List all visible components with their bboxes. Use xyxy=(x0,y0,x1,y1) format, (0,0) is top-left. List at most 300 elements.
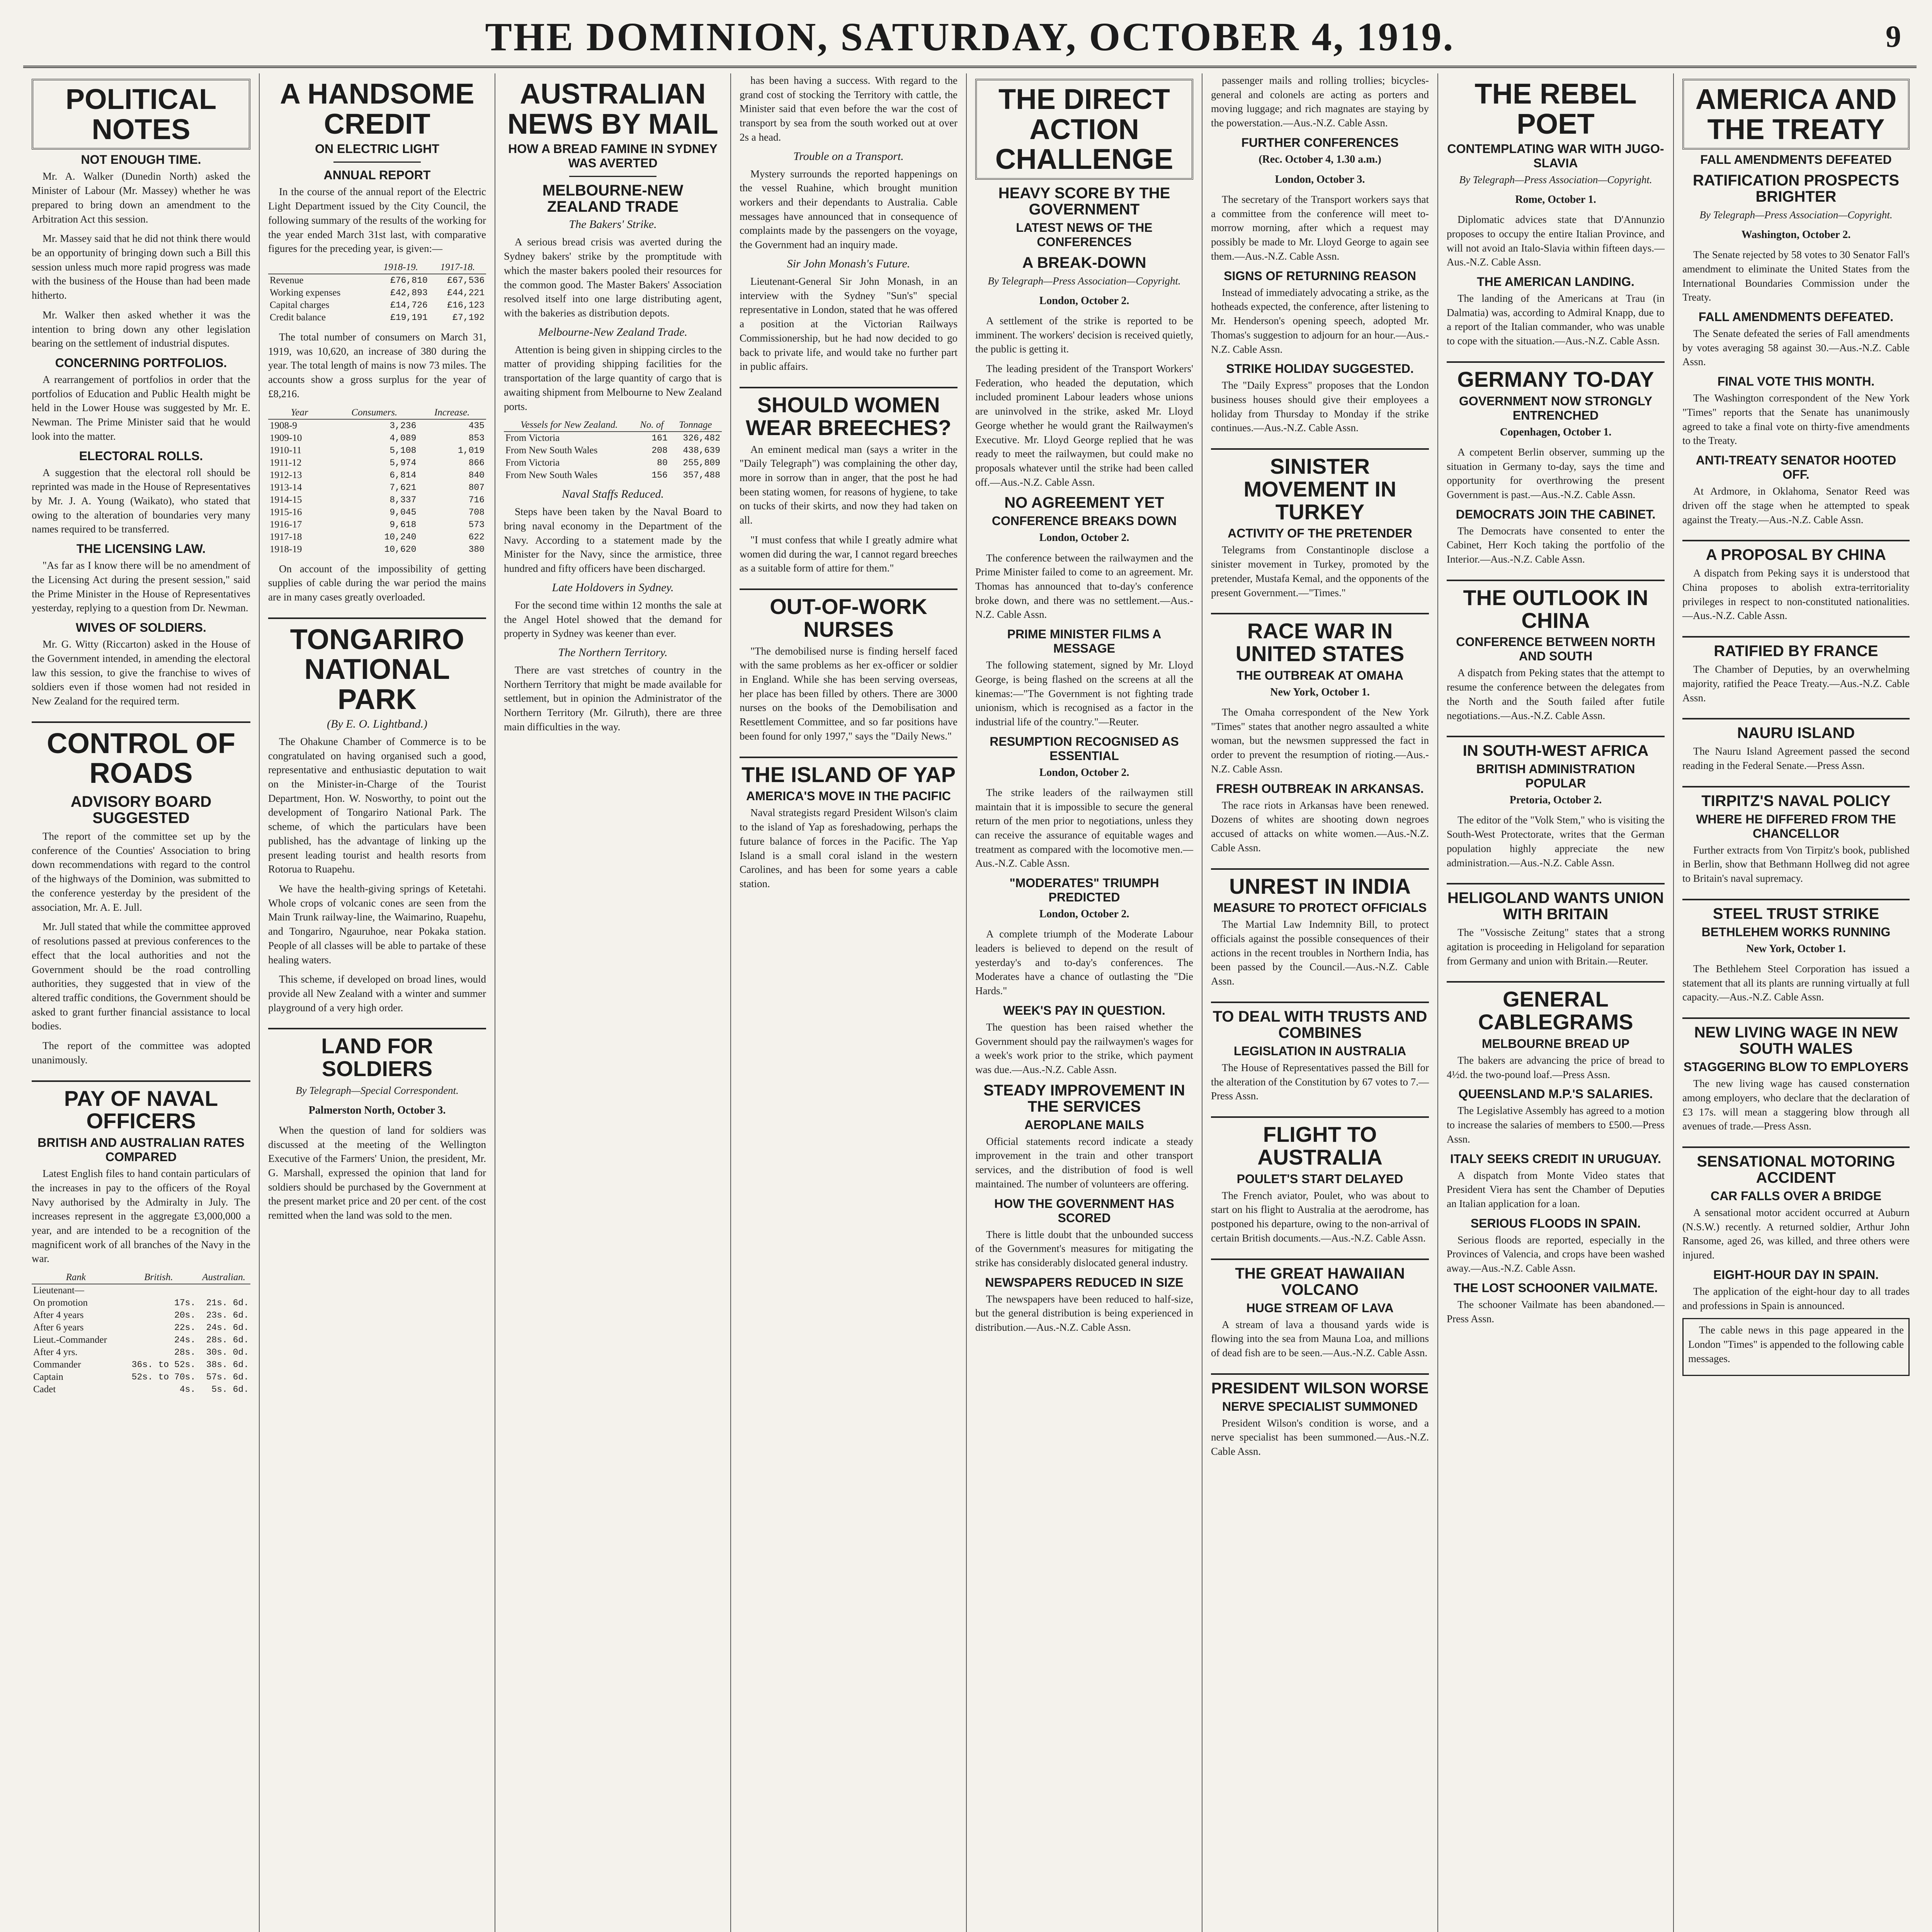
table-cell: From New South Wales xyxy=(505,470,598,481)
divider xyxy=(1682,1017,1910,1019)
table-cell: 9,045 xyxy=(389,507,417,517)
subheadline: THE OUTBREAK AT OMAHA xyxy=(1236,668,1403,682)
strike-continued xyxy=(1211,73,1429,435)
table-cell: 1917-18 xyxy=(270,531,302,542)
paragraph: The "Daily Express" proposes that the London business houses should give their employees a holiday from Thursday to Monday if the strike continues.—Aus.-N.Z. Cable Assn. xyxy=(1211,379,1429,434)
paragraph: Mr. Jull stated that while the committee approved of resolutions passed at previous conferences to the effect that the local authorities and not the Government should be the road controlling authorities, they suggested that in view of the altered traffic conditions, the Government should be asked to grant further financial assistance to local bodies. xyxy=(32,921,250,1032)
headline: LAND FOR SOLDIERS xyxy=(321,1034,433,1081)
headline: THE GREAT HAWAIIAN VOLCANO xyxy=(1235,1265,1405,1298)
table-row xyxy=(268,543,486,556)
agency-line: By Telegraph—Press Association—Copyright. xyxy=(988,275,1181,287)
paragraph: When the question of land for soldiers was discussed at the meeting of the Wellington Executive of the Farmers' Union, the president, Mr. G. Marshall, expressed the opinion that land for soldiers should be purchased by the Government at the present market price and 20 per cent. of the cost remitted when the land was sold to the men. xyxy=(268,1124,486,1221)
table-header xyxy=(32,1271,250,1284)
headline: STRIKE HOLIDAY SUGGESTED. xyxy=(1226,362,1414,376)
byline: (By E. O. Lightband.) xyxy=(327,717,427,730)
subhead: Naval Staffs Reduced. xyxy=(561,488,664,501)
subheadline: CONFERENCE BETWEEN NORTH AND SOUTH xyxy=(1456,635,1655,663)
headline: DEMOCRATS JOIN THE CABINET. xyxy=(1456,507,1656,521)
table-cell: 3,236 xyxy=(389,420,417,431)
paragraph: The Ohakune Chamber of Commerce is to be congratulated on having organised such a good, representative and enthusiastic deputation to wait on the Minister-in-Charge of the Tourist Department, Hon. W. Nosworthy, to point out the development of Tongariro National Park. The scheme, of which the particulars have been published, has the advantage of linking up the present leading tourist and health resorts from Rotorua to Ruapehu. xyxy=(268,735,486,875)
paragraph: Naval strategists regard President Wilson's claim to the island of Yap as foreshadowing, perhaps the future balance of forces in the Pacific. The Yap Island is a small coral island in the western Carolines, and has been for some years a cable station. xyxy=(740,807,957,890)
naval-pay xyxy=(32,1087,250,1396)
table-cell: 4s. xyxy=(179,1384,196,1395)
headline: GENERAL CABLEGRAMS xyxy=(1478,987,1633,1034)
divider xyxy=(1211,613,1429,614)
paragraph: The Washington correspondent of the New York "Times" reports that the Senate has unanimously agreed to take a final vote on thirty-five amendments to the Treaty. xyxy=(1682,392,1910,447)
america-treaty xyxy=(1682,79,1910,527)
column-header: Vessels for New Zealand. xyxy=(504,419,634,432)
table-cell: 4,089 xyxy=(389,433,417,443)
headline: TIRPITZ'S NAVAL POLICY xyxy=(1701,792,1891,810)
headline: FURTHER CONFERENCES xyxy=(1241,135,1399,150)
tirpitz-policy xyxy=(1682,793,1910,886)
paragraph: Mr. G. Witty (Riccarton) asked in the House of the Government intended, in amending the electoral law this session, to give the franchise to wives of soldiers even if those women had not resided in New Zealand for the required term. xyxy=(32,638,250,707)
paragraph: The bakers are advancing the price of bread to 4½d. the two-pound loaf.—Press Assn. xyxy=(1447,1054,1665,1080)
table-cell: £42,893 xyxy=(390,287,428,298)
column-header: No. of xyxy=(634,419,669,432)
table-cell: After 6 years xyxy=(33,1322,84,1333)
paragraph: Further extracts from Von Tirpitz's book, published in Berlin, show that Bethmann Hollweg did not agree to Britain's naval supremacy. xyxy=(1682,844,1910,884)
land-for-soldiers xyxy=(268,1035,486,1222)
unrest-india xyxy=(1211,875,1429,988)
headline: CONTROL OF ROADS xyxy=(47,727,235,789)
paragraph: A serious bread crisis was averted during the Sydney bakers' strike by the promptitude with which the master bakers pooled their resources for the common good. The Master Bakers' Association resolved itself into one large distributing agent, with the bakeries as distribution depots. xyxy=(504,236,722,319)
dateline: London, October 3. xyxy=(1275,173,1365,185)
paragraph: There is little doubt that the unbounded success of the Government's measures for mitigating the strike has considerably dislocated general industry. xyxy=(975,1228,1193,1269)
headline: NEW LIVING WAGE IN NEW SOUTH WALES xyxy=(1694,1024,1898,1058)
direct-action xyxy=(975,79,1193,1335)
table-cell: 20s. xyxy=(174,1310,196,1321)
column-header: Increase. xyxy=(418,406,486,419)
paragraph: The conference between the railwaymen and the Prime Minister failed to come to an agreement. Mr. Thomas has announced that to-day's conference broke down, and there was no settlement.—Aus.-N.Z. Cable Assn. xyxy=(975,552,1193,621)
divider xyxy=(268,1028,486,1029)
subhead: NOT ENOUGH TIME. xyxy=(81,153,201,167)
column-header: 1918-19. xyxy=(372,261,429,274)
headline: THE ISLAND OF YAP xyxy=(742,762,956,787)
table-cell: 1913-14 xyxy=(270,482,302,493)
divider xyxy=(740,757,957,758)
paragraph: The application of the eight-hour day to all trades and professions in Spain is announced. xyxy=(1682,1285,1910,1311)
subheadline: MELBOURNE-NEW ZEALAND TRADE xyxy=(542,182,684,216)
dateline: London, October 2. xyxy=(1039,766,1129,779)
paragraph: Mr. Massey said that he did not think there would be an opportunity of bringing down such a Bill this session unless much more rapid progress was made with the business of the House than had been made hitherto. xyxy=(32,233,250,301)
table-cell: From New South Wales xyxy=(505,445,598,456)
table-cell: On promotion xyxy=(33,1298,88,1308)
table-cell: 156 xyxy=(651,470,668,481)
table-cell: 57s. 6d. xyxy=(206,1372,249,1383)
subheadline: CAR FALLS OVER A BRIDGE xyxy=(1710,1189,1882,1203)
subheadline: FALL AMENDMENTS DEFEATED xyxy=(1700,153,1892,167)
table-header xyxy=(268,406,486,419)
column-header: Australian. xyxy=(197,1271,250,1284)
australian-news-continued xyxy=(740,73,957,374)
race-war xyxy=(1211,620,1429,855)
table-cell: 21s. 6d. xyxy=(206,1298,249,1308)
table-cell: 28s. 6d. xyxy=(206,1335,249,1345)
headline: ITALY SEEKS CREDIT IN URUGUAY. xyxy=(1450,1151,1661,1166)
headline: SENSATIONAL MOTORING ACCIDENT xyxy=(1697,1153,1895,1186)
table-cell xyxy=(197,1284,250,1297)
column-2 xyxy=(259,73,495,1932)
paragraph: Lieutenant-General Sir John Monash, in an interview with the Sydney "Sun's" special representative in London, stated that he was offered a position at the Victorian Railways Commissionership, but he had now decided to go back to private life, and would take no further part in public affairs. xyxy=(740,275,957,372)
column-header: British. xyxy=(120,1271,197,1284)
living-wage xyxy=(1682,1024,1910,1133)
tongariro-park xyxy=(268,624,486,1015)
table-cell: 30s. 0d. xyxy=(206,1347,249,1358)
ratified-france xyxy=(1682,643,1910,705)
headline: PRIME MINISTER FILMS A MESSAGE xyxy=(1007,627,1162,656)
table-cell: £16,123 xyxy=(447,300,485,310)
paragraph: The Bethlehem Steel Corporation has issued a statement that all its plants are running virtually at full capacity.—Aus.-N.Z. Cable Assn. xyxy=(1682,963,1910,1003)
divider xyxy=(1211,1002,1429,1003)
column-header: Rank xyxy=(32,1271,120,1284)
headline: NO AGREEMENT YET xyxy=(1004,494,1164,512)
column-header: Consumers. xyxy=(331,406,418,419)
headline: NAURU ISLAND xyxy=(1737,724,1855,742)
headline: STEADY IMPROVEMENT IN THE SERVICES xyxy=(983,1082,1185,1115)
table-row xyxy=(268,481,486,494)
table-row xyxy=(32,1383,250,1396)
subhead: CONCERNING PORTFOLIOS. xyxy=(55,356,227,370)
subheadline: WHERE HE DIFFERED FROM THE CHANCELLOR xyxy=(1696,812,1896,840)
table-row xyxy=(268,519,486,531)
headline: STEEL TRUST STRIKE xyxy=(1713,905,1879,922)
table-cell: 1,019 xyxy=(457,445,485,456)
paragraph: The schooner Vailmate has been abandoned.—Press Assn. xyxy=(1447,1298,1665,1325)
subheadline: BRITISH ADMINISTRATION POPULAR xyxy=(1476,762,1635,791)
subhead: The Bakers' Strike. xyxy=(569,218,657,231)
table-cell: 435 xyxy=(468,420,485,431)
headline: RACE WAR IN UNITED STATES xyxy=(1235,619,1405,666)
table-cell: After 4 years xyxy=(33,1310,84,1321)
paragraph: The race riots in Arkansas have been renewed. Dozens of whites are shooting down negroes accused of attacks on white women.—Aus.-N.Z. Cable Assn. xyxy=(1211,799,1429,854)
table-cell: 80 xyxy=(657,458,668,468)
headline: WEEK'S PAY IN QUESTION. xyxy=(1003,1003,1165,1017)
paragraph: The "Vossische Zeitung" states that a strong agitation is proceeding in Heligoland for separation from Germany and union with Britain.—Reuter. xyxy=(1447,927,1665,967)
table-cell: Revenue xyxy=(270,275,304,286)
paragraph: An eminent medical man (says a writer in the "Daily Telegraph") was complaining the other day, more in sorrow than in anger, that the post he had been stating women, for reasons of hygiene, to take on tucks of their skirts, and now they had taken on all. xyxy=(740,443,957,526)
table-row xyxy=(268,311,486,324)
outlook-china xyxy=(1447,587,1665,723)
political-notes xyxy=(32,79,250,708)
subheadline: AEROPLANE MAILS xyxy=(1024,1117,1144,1132)
subheadline: HUGE STREAM OF LAVA xyxy=(1246,1301,1394,1315)
subheadline: HOW A BREAD FAMINE IN SYDNEY WAS AVERTED xyxy=(508,142,718,170)
table-cell: £67,536 xyxy=(447,275,485,286)
subheadline: AMERICA'S MOVE IN THE PACIFIC xyxy=(746,789,951,803)
paragraph: The newspapers have been reduced to half-size, but the general distribution is being experienced in distribution.—Aus.-N.Z. Cable Assn. xyxy=(975,1293,1193,1333)
paragraph: The Democrats have consented to enter the Cabinet, Herr Koch taking the portfolio of the Interior.—Aus.-N.Z. Cable Assn. xyxy=(1447,525,1665,565)
divider xyxy=(1682,636,1910,638)
agency-line: By Telegraph—Press Association—Copyright. xyxy=(1459,174,1652,186)
paragraph: The new living wage has caused consternation among employers, who declare that the declaration of £3 17s. will mean a staggering blow through all avenues of trade.—Press Assn. xyxy=(1682,1078,1910,1132)
table-cell: £7,192 xyxy=(452,312,485,323)
dateline: New York, October 1. xyxy=(1746,942,1846,955)
table-row xyxy=(32,1359,250,1371)
column-5 xyxy=(966,73,1202,1932)
divider xyxy=(1447,981,1665,983)
column-header: Tonnage xyxy=(669,419,722,432)
divider xyxy=(1447,361,1665,363)
paragraph: "The demobilised nurse is finding herself faced with the same problems as her ex-officer or soldier in England. While she has been serving overseas, her place has been filled by others. There are 3000 nurses on the books of the Demobilisation and Resettlement Committee, and so far positions have been found for only 1997," says the "Daily News." xyxy=(740,645,957,742)
table-cell: £76,810 xyxy=(390,275,428,286)
headline: THE LOST SCHOONER VAILMATE. xyxy=(1453,1281,1658,1295)
headline: RATIFIED BY FRANCE xyxy=(1714,643,1878,660)
table-cell: 17s. xyxy=(174,1298,196,1308)
footnote: The cable news in this page appeared in the London "Times" is appended to the following cable messages. xyxy=(1688,1324,1904,1364)
headline: AUSTRALIAN NEWS BY MAIL xyxy=(507,78,718,140)
turkey-movement xyxy=(1211,455,1429,600)
paragraph: There are vast stretches of country in the Northern Territory that might be made available for settlement, but in opinion the Administrator of the Northern Territory (Mr. Gilruth), there are three main difficulties in the way. xyxy=(504,664,722,733)
subheadline: CONFERENCE BREAKS DOWN xyxy=(992,514,1177,528)
headline: EIGHT-HOUR DAY IN SPAIN. xyxy=(1713,1267,1879,1282)
subheadline: ANNUAL REPORT xyxy=(323,168,431,182)
page-number: 9 xyxy=(1886,20,1901,54)
divider xyxy=(1211,868,1429,870)
column-header: Year xyxy=(268,406,331,419)
dateline: London, October 2. xyxy=(1039,532,1129,544)
divider xyxy=(1682,786,1910,787)
table-row xyxy=(504,444,722,457)
table-cell: 23s. 6d. xyxy=(206,1310,249,1321)
paragraph: A complete triumph of the Moderate Labour leaders is believed to depend on the result of yesterday's and to-day's conferences. The Moderates have a chance of outlasting the "Die Hards." xyxy=(975,928,1193,997)
germany-today xyxy=(1447,368,1665,566)
headline: ANTI-TREATY SENATOR HOOTED OFF. xyxy=(1696,453,1896,482)
subhead: The Northern Territory. xyxy=(558,646,668,659)
table-cell: 9,618 xyxy=(389,519,417,530)
headline: SHOULD WOMEN WEAR BREECHES? xyxy=(745,392,952,440)
paragraph: The strike leaders of the railwaymen still maintain that it is impossible to secure the general return of the men prior to negotiations, unless they can receive the assurance of equitable wages and treatment as compared with the locomotive men.—Aus.-N.Z. Cable Assn. xyxy=(975,786,1193,869)
table-cell: 255,809 xyxy=(683,458,720,468)
dateline: Copenhagen, October 1. xyxy=(1500,426,1612,438)
table-cell: After 4 yrs. xyxy=(33,1347,78,1358)
table-row xyxy=(268,432,486,444)
subheadline: CONTEMPLATING WAR WITH JUGO-SLAVIA xyxy=(1447,142,1664,170)
table-row xyxy=(504,469,722,481)
headline: "MODERATES" TRIUMPH PREDICTED xyxy=(1009,876,1159,905)
paragraph: Instead of immediately advocating a strike, as the hotheads expected, the conference, after listening to Mr. Henderson's opening speech, adopted Mr. Thomas's suggestion to adjourn for an hour.—Aus.-N.Z. Cable Assn. xyxy=(1211,286,1429,355)
table-cell: 573 xyxy=(468,519,485,530)
headline: THE OUTLOOK IN CHINA xyxy=(1463,585,1648,633)
table-row xyxy=(268,506,486,519)
island-of-yap xyxy=(740,764,957,891)
subheadline: ACTIVITY OF THE PRETENDER xyxy=(1228,526,1412,541)
paragraph: Mystery surrounds the reported happenings on the vessel Ruahine, which brought munition workers and their dependants to Australia. Cable messages have announced that in consequence of complaints made by the passengers on the voyage, the Government had an inquiry made. xyxy=(740,168,957,251)
headline: FINAL VOTE THIS MONTH. xyxy=(1717,374,1875,389)
paragraph: A rearrangement of portfolios in order that the portfolios of Education and Public Health might be held in the Lower House was suggested by Mr. E. Newman. The Prime Minister said that he would look into the matter. xyxy=(32,374,250,442)
dateline: Palmerston North, October 3. xyxy=(308,1104,446,1116)
divider xyxy=(1211,1116,1429,1118)
table-row xyxy=(268,444,486,457)
dateline: London, October 2. xyxy=(1039,294,1129,307)
paragraph: The question has been raised whether the Government should pay the railwaymen's wages for a week's work prior to the strike, which payment was due.—Aus.-N.Z. Cable Assn. xyxy=(975,1021,1193,1075)
headline: THE DIRECT ACTION CHALLENGE xyxy=(975,79,1193,180)
paragraph: A settlement of the strike is reported to be imminent. The workers' decision is received quietly, the public is getting it. xyxy=(975,315,1193,355)
paragraph: The secretary of the Transport workers says that a committee from the conference will meet to-morrow morning, after which a request may possibly be made to Mr. Lloyd George to again see them.—Aus.-N.Z. Cable Assn. xyxy=(1211,194,1429,262)
paragraph: Latest English files to hand contain particulars of the increases in pay to the officers of the Royal Navy authorised by the Admiralty in July. The increases represent in the aggregate £3,000,000 a year, and are intended to be a recognition of the magnificent work of all branches of the Navy in the war. xyxy=(32,1168,250,1265)
paragraph: Telegrams from Constantinople disclose a sinister movement in Turkey, promoted by the pretender, Mustafa Kemal, and the opponents of the present Government.—"Times." xyxy=(1211,544,1429,599)
paragraph: Attention is being given in shipping circles to the matter of providing shipping facilities for the transportation of the large quantity of cargo that is awaiting shipment from Melbourne to New Zealand ports. xyxy=(504,344,722,412)
headline: SERIOUS FLOODS IN SPAIN. xyxy=(1470,1216,1641,1230)
subheadline: MELBOURNE BREAD UP xyxy=(1481,1037,1630,1051)
table-cell xyxy=(120,1284,197,1297)
table-cell: 807 xyxy=(468,482,485,493)
shipping-table xyxy=(504,419,722,481)
table-row xyxy=(504,432,722,444)
table-cell: 10,240 xyxy=(384,532,417,542)
paragraph: The Chamber of Deputies, by an overwhelming majority, ratified the Peace Treaty.—Aus.-N.Z. Cable Assn. xyxy=(1682,663,1910,704)
table-cell: From Victoria xyxy=(505,433,560,444)
table-cell: 326,482 xyxy=(683,433,720,444)
headline: A HANDSOME CREDIT xyxy=(280,78,474,140)
table-row xyxy=(268,469,486,481)
subheadline: ADVISORY BOARD SUGGESTED xyxy=(70,793,212,827)
paragraph: A stream of lava a thousand yards wide is flowing into the sea from Mauna Loa, and millions of dead fish are to be seen.—Aus.-N.Z. Cable Assn. xyxy=(1211,1318,1429,1359)
table-row xyxy=(268,494,486,506)
table-cell: Credit balance xyxy=(270,312,326,323)
naval-pay-table xyxy=(32,1271,250,1396)
table-row xyxy=(268,457,486,469)
table-header xyxy=(268,261,486,274)
paragraph: This scheme, if developed on broad lines, would provide all New Zealand with a winter and summer playground of a very high order. xyxy=(268,973,486,1014)
table-row xyxy=(268,274,486,287)
table-cell: Captain xyxy=(33,1372,63,1383)
divider xyxy=(1211,1259,1429,1260)
agency-line: By Telegraph—Press Association—Copyright. xyxy=(1699,209,1893,221)
table-cell: 24s. 6d. xyxy=(206,1323,249,1333)
paragraph: The Senate rejected by 58 votes to 30 Senator Fall's amendment to eliminate the United States from the International Boundaries Commission under the Treaty. xyxy=(1682,249,1910,303)
paragraph: The editor of the "Volk Stem," who is visiting the South-West Protectorate, writes that the German population highly appreciate the new administration.—Aus.-N.Z. Cable Assn. xyxy=(1447,814,1665,869)
table-cell: 622 xyxy=(468,532,485,542)
received-stamp: (Rec. October 4, 1.30 a.m.) xyxy=(1259,153,1381,165)
table-cell: Lieut.-Commander xyxy=(33,1335,107,1345)
paragraph: In the course of the annual report of the Electric Light Department issued by the City Council, the following summary of the results of the working for the year ended March 31st last, with comparative figures for the preceding year, is given:— xyxy=(268,186,486,255)
divider xyxy=(740,588,957,590)
subhead: Trouble on a Transport. xyxy=(793,150,904,163)
subheadline: BETHLEHEM WORKS RUNNING xyxy=(1701,925,1891,939)
rebel-poet xyxy=(1447,79,1665,348)
table-row xyxy=(32,1284,250,1297)
column-8 xyxy=(1673,73,1918,1932)
motoring-accident xyxy=(1682,1153,1910,1376)
table-cell: 1914-15 xyxy=(270,494,302,505)
headline: TO DEAL WITH TRUSTS AND COMBINES xyxy=(1213,1008,1427,1041)
table-cell: 1909-10 xyxy=(270,432,302,443)
table-cell: 10,620 xyxy=(384,544,417,554)
divider xyxy=(569,176,656,177)
paragraph: The total number of consumers on March 31, 1919, was 10,620, an increase of 380 during the year. The total length of mains is now 73 miles. The accounts show a gross surplus for the year of £8,216. xyxy=(268,331,486,400)
paragraph: Serious floods are reported, especially in the Provinces of Valencia, and crops have been washed away.—Aus.-N.Z. Cable Assn. xyxy=(1447,1234,1665,1274)
paragraph: A dispatch from Peking states that the attempt to resume the conference between the delegates from the North and the South failed after futile negotiations.—Aus.-N.Z. Cable Assn. xyxy=(1447,667,1665,721)
table-row xyxy=(504,457,722,469)
control-of-roads xyxy=(32,728,250,1067)
divider xyxy=(1682,1146,1910,1148)
dateline: Rome, October 1. xyxy=(1515,194,1596,206)
headline: OUT-OF-WORK NURSES xyxy=(770,594,927,641)
dateline: London, October 2. xyxy=(1039,908,1129,920)
divider xyxy=(1211,1373,1429,1375)
table-row xyxy=(32,1321,250,1334)
paragraph: Diplomatic advices state that D'Annunzio proposes to occupy the entire Italian Province, and will not avoid an Italo-Slavia within fifteen days.—Aus.-N.Z. Cable Assn. xyxy=(1447,214,1665,268)
table-row xyxy=(32,1309,250,1321)
proposal-china xyxy=(1682,547,1910,623)
table-cell: 5,108 xyxy=(389,445,417,456)
table-cell: 36s. to 52s. xyxy=(131,1360,196,1370)
paragraph: On account of the impossibility of getting supplies of cable during the war period the mains are in many cases greatly overloaded. xyxy=(268,563,486,603)
table-cell: 1918-19 xyxy=(270,544,302,554)
paragraph: Mr. Walker then asked whether it was the intention to bring down any other legislation bearing on the settlement of industrial disputes. xyxy=(32,309,250,349)
paragraph: The Martial Law Indemnity Bill, to protect officials against the possible consequences of their actions in the recent troubles in Northern India, has been passed by the Council.—Aus.-N.Z. Cable Assn. xyxy=(1211,918,1429,987)
table-cell: 161 xyxy=(651,433,668,444)
table-cell: 840 xyxy=(468,470,485,480)
table-cell: 208 xyxy=(651,446,668,456)
table-row xyxy=(268,419,486,432)
table-cell: 1916-17 xyxy=(270,519,302,530)
headline: QUEENSLAND M.P.'S SALARIES. xyxy=(1458,1087,1653,1101)
table-cell: 7,621 xyxy=(389,482,417,493)
steel-trust xyxy=(1682,906,1910,1004)
table-cell: 28s. xyxy=(174,1347,196,1358)
headline: RESUMPTION RECOGNISED AS ESSENTIAL xyxy=(990,734,1179,763)
table-cell: £44,221 xyxy=(447,287,485,298)
headline: GERMANY TO-DAY xyxy=(1457,367,1654,391)
subheadline: LATEST NEWS OF THE CONFERENCES xyxy=(1016,221,1153,249)
column-6 xyxy=(1202,73,1437,1932)
subhead: Late Holdovers in Sydney. xyxy=(552,581,674,594)
table-row xyxy=(268,287,486,299)
table-row xyxy=(32,1297,250,1309)
divider xyxy=(1211,448,1429,450)
paragraph: The leading president of the Transport Workers' Federation, who headed the deputation, which included prominent Labour leaders whose unions are uninvolved in the strike, asked Mr. Lloyd George whether he would grant the Railwaymen's Executive. Mr. Lloyd George replied that he was ready to meet the railwaymen, but could make no proposals whatever until the strike had been called off.—Aus.-N.Z. Cable Assn. xyxy=(975,363,1193,488)
paragraph: We have the health-giving springs of Ketetahi. Whole crops of volcanic cones are seen from the Main Trunk railway-line, the Waimarino, Ruapehu, and Tongariro, Ngauruhoe, near Pokaka station. People of all classes will be able to partake of these healing waters. xyxy=(268,883,486,966)
dateline: Pretoria, October 2. xyxy=(1509,794,1602,806)
table-cell: 24s. xyxy=(174,1335,196,1345)
table-cell: 1910-11 xyxy=(270,445,302,456)
paragraph: The following statement, signed by Mr. Lloyd George, is being flashed on the screens at all the kinemas:—"The Government is not fighting trade unionism, which is recognised as a factor in the industrial life of the country."—Reuter. xyxy=(975,659,1193,728)
headline: SINISTER MOVEMENT IN TURKEY xyxy=(1243,454,1396,524)
column-4 xyxy=(730,73,966,1932)
paragraph: "I must confess that while I greatly admire what women did during the war, I cannot regard breeches as a suitable form of attire for them." xyxy=(740,534,957,574)
divider xyxy=(1682,718,1910,719)
table-cell: 52s. to 70s. xyxy=(131,1372,196,1383)
paragraph: The Senate defeated the series of Fall amendments by votes averaging 58 against 30.—Aus.-N.Z. Cable Assn. xyxy=(1682,328,1910,368)
divider xyxy=(1682,899,1910,900)
paragraph: Mr. A. Walker (Dunedin North) asked the Minister of Labour (Mr. Massey) whether he was prepared to bring down an amendment to the Arbitration Act this session. xyxy=(32,170,250,225)
subhead: Sir John Monash's Future. xyxy=(787,257,910,270)
subhead: Melbourne-New Zealand Trade. xyxy=(538,325,687,338)
consumers-table xyxy=(268,406,486,556)
headline: FALL AMENDMENTS DEFEATED. xyxy=(1698,310,1894,324)
heligoland xyxy=(1447,890,1665,968)
subheadline: BRITISH AND AUSTRALIAN RATES COMPARED xyxy=(37,1136,245,1164)
paragraph: The Legislative Assembly has agreed to a motion to increase the salaries of members to £500.—Press Assn. xyxy=(1447,1105,1665,1145)
headline: UNREST IN INDIA xyxy=(1229,874,1411,898)
table-cell: From Victoria xyxy=(505,457,560,468)
australian-news xyxy=(504,79,722,734)
divider xyxy=(1447,736,1665,737)
women-breeches xyxy=(740,394,957,575)
table-cell: £14,726 xyxy=(390,300,428,310)
masthead xyxy=(23,8,1917,68)
hawaiian-volcano xyxy=(1211,1265,1429,1360)
column-header: 1917-18. xyxy=(429,261,486,274)
table-row xyxy=(268,299,486,311)
subheadline: HEAVY SCORE BY THE GOVERNMENT xyxy=(998,185,1170,218)
agency-line: By Telegraph—Special Correspondent. xyxy=(296,1085,459,1097)
column-1 xyxy=(23,73,259,1932)
subheadline: RATIFICATION PROSPECTS BRIGHTER xyxy=(1692,172,1900,206)
flight-australia xyxy=(1211,1123,1429,1245)
